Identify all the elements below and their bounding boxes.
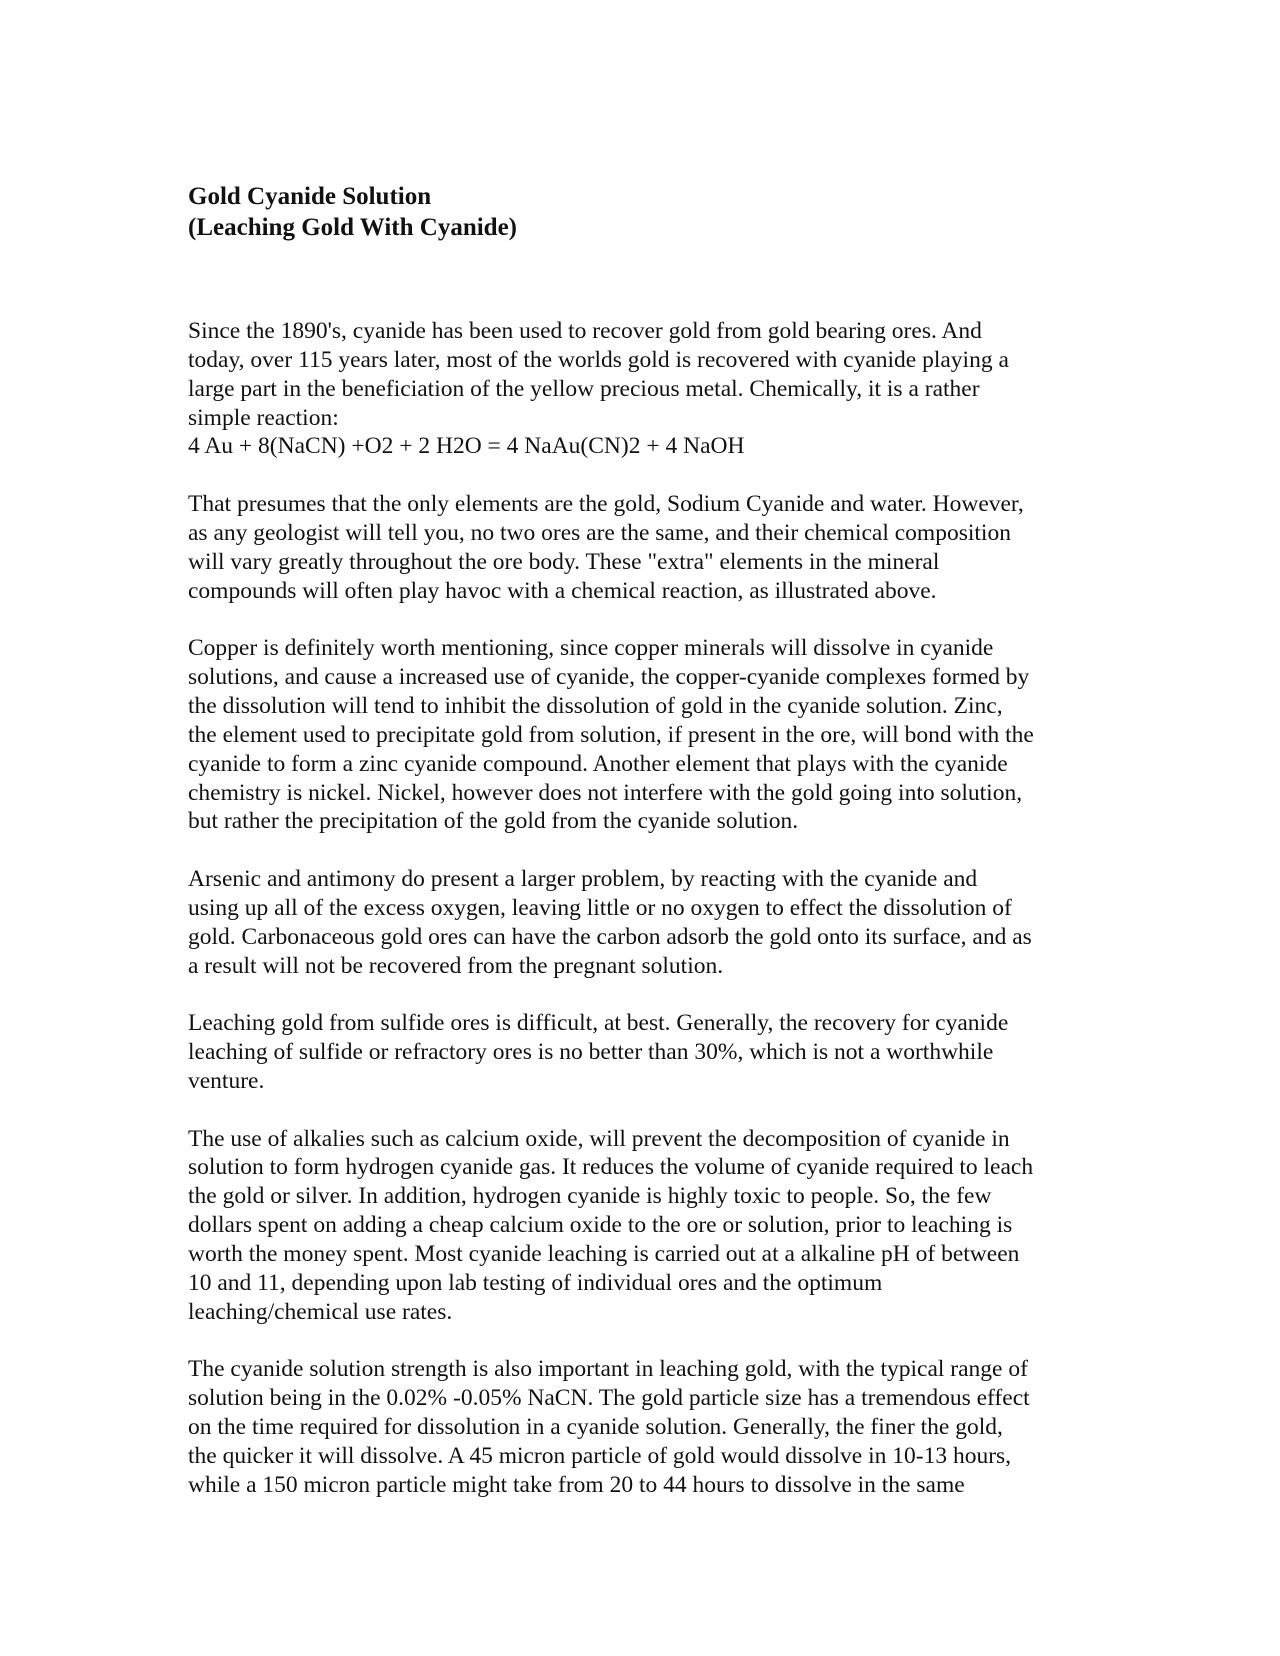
text-line: on the time required for dissolution in a cyanide solution. Generally, the finer the gold, bbox=[188, 1414, 1003, 1441]
text-line: will vary greatly throughout the ore body. These "extra" elements in the mineral bbox=[188, 548, 940, 575]
text-line: a result will not be recovered from the pregnant solution. bbox=[188, 952, 724, 979]
text-line: as any geologist will tell you, no two ores are the same, and their chemical composition bbox=[188, 519, 1011, 546]
text-line: solutions, and cause a increased use of cyanide, the copper-cyanide complexes formed by bbox=[188, 664, 1030, 691]
text-line: the gold or silver. In addition, hydrogen cyanide is highly toxic to people. So, the few bbox=[188, 1183, 992, 1210]
text-line: Since the 1890's, cyanide has been used to recover gold from gold bearing ores. And bbox=[188, 318, 982, 344]
paragraph bbox=[188, 1355, 1093, 1499]
text-line: The use of alkalies such as calcium oxide, will prevent the decomposition of cyanide in bbox=[188, 1125, 1010, 1152]
paragraph bbox=[188, 1009, 1093, 1096]
text-line: the dissolution will tend to inhibit the dissolution of gold in the cyanide solution. Zinc, bbox=[188, 692, 1003, 719]
text-line: 10 and 11, depending upon lab testing of individual ores and the optimum bbox=[188, 1269, 883, 1296]
text-line: simple reaction: bbox=[188, 404, 339, 431]
text-line: chemistry is nickel. Nickel, however does not interfere with the gold going into solution, bbox=[188, 779, 1023, 806]
text-line: the quicker it will dissolve. A 45 micron particle of gold would dissolve in 10-13 hours, bbox=[188, 1442, 1012, 1469]
text-line: Leaching gold from sulfide ores is difficult, at best. Generally, the recovery for cyanide bbox=[188, 1010, 1009, 1037]
paragraph bbox=[188, 865, 1093, 980]
text-line: compounds will often play havoc with a chemical reaction, as illustrated above. bbox=[188, 577, 937, 604]
text-line: using up all of the excess oxygen, leaving little or no oxygen to effect the dissolution of bbox=[188, 894, 1012, 921]
document-content bbox=[188, 181, 1093, 1528]
text-line: leaching of sulfide or refractory ores is no better than 30%, which is not a worthwhile bbox=[188, 1039, 994, 1066]
paragraph bbox=[188, 490, 1093, 605]
text-line: worth the money spent. Most cyanide leaching is carried out at a alkaline pH of between bbox=[188, 1241, 1020, 1267]
text-line: Arsenic and antimony do present a larger problem, by reacting with the cyanide and bbox=[188, 866, 978, 893]
text-line: venture. bbox=[188, 1067, 265, 1094]
text-line: dollars spent on adding a cheap calcium oxide to the ore or solution, prior to leaching is bbox=[188, 1212, 1013, 1239]
text-line: 4 Au + 8(NaCN) +O2 + 2 H2O = 4 NaAu(CN)2 + 4 NaOH bbox=[188, 433, 745, 460]
document-title bbox=[188, 181, 1093, 243]
paragraph bbox=[188, 1125, 1093, 1327]
text-line: solution to form hydrogen cyanide gas. It reduces the volume of cyanide required to leach bbox=[188, 1154, 1034, 1181]
text-line: large part in the beneficiation of the yellow precious metal. Chemically, it is a rather bbox=[188, 375, 980, 402]
text-line: solution being in the 0.02% -0.05% NaCN. The gold particle size has a tremendous effect bbox=[188, 1385, 1030, 1412]
title-line: Gold Cyanide Solution bbox=[188, 183, 432, 210]
text-line: the element used to precipitate gold from solution, if present in the ore, will bond with the bbox=[188, 721, 1034, 748]
paragraph bbox=[188, 317, 1093, 461]
text-line: The cyanide solution strength is also important in leaching gold, with the typical range of bbox=[188, 1356, 1028, 1383]
text-line: cyanide to form a zinc cyanide compound. Another element that plays with the cyanide bbox=[188, 750, 1008, 777]
text-line: gold. Carbonaceous gold ores can have the carbon adsorb the gold onto its surface, and as bbox=[188, 923, 1032, 950]
text-line: but rather the precipitation of the gold from the cyanide solution. bbox=[188, 808, 799, 835]
text-line: leaching/chemical use rates. bbox=[188, 1298, 453, 1325]
paragraph bbox=[188, 634, 1093, 836]
text-line: today, over 115 years later, most of the worlds gold is recovered with cyanide playing a bbox=[188, 346, 1009, 373]
subtitle-line: (Leaching Gold With Cyanide) bbox=[188, 214, 517, 241]
text-line: That presumes that the only elements are the gold, Sodium Cyanide and water. However, bbox=[188, 491, 1024, 518]
document-body bbox=[188, 317, 1093, 1500]
text-line: while a 150 micron particle might take from 20 to 44 hours to dissolve in the same bbox=[188, 1471, 965, 1498]
text-line: Copper is definitely worth mentioning, since copper minerals will dissolve in cyanide bbox=[188, 635, 994, 662]
